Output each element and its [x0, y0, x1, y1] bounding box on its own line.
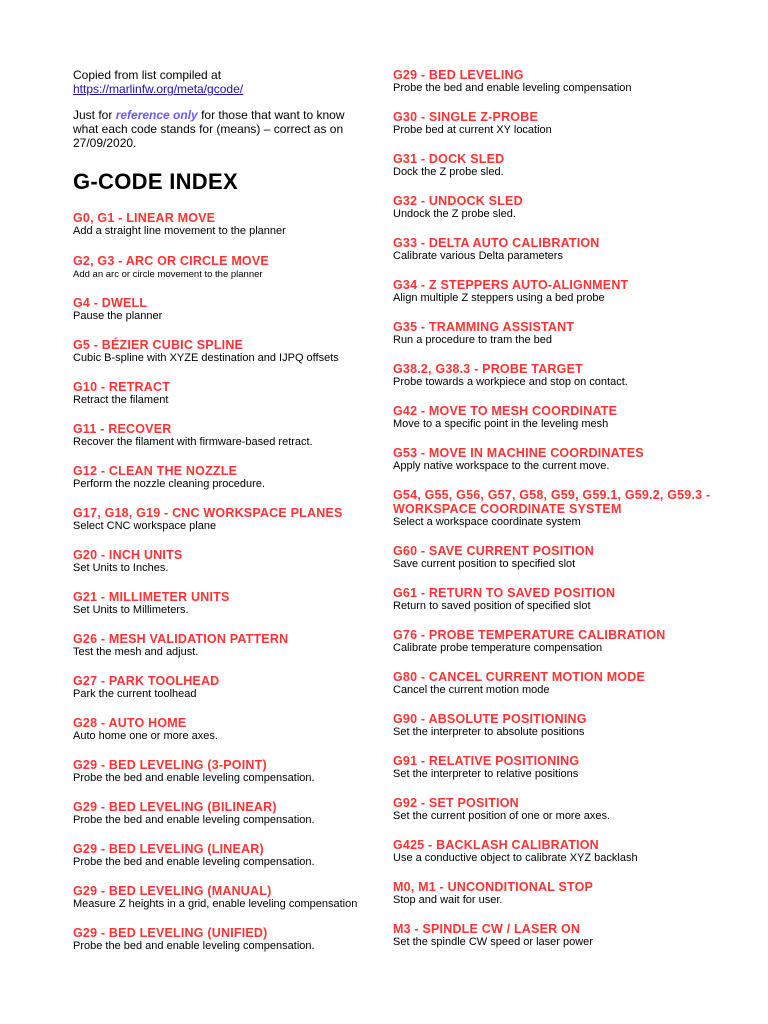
gcode-entry-description: Perform the nozzle cleaning procedure.: [73, 478, 265, 490]
gcode-entry-title: G92 - SET POSITION: [393, 796, 519, 810]
gcode-entry-description: Probe the bed and enable leveling compensation.: [73, 814, 315, 826]
gcode-entry-description: Park the current toolhead: [73, 688, 197, 700]
right-column: [393, 68, 763, 949]
gcode-entry-title: G31 - DOCK SLED: [393, 152, 505, 166]
gcode-entry-description: Select a workspace coordinate system: [393, 516, 581, 528]
gcode-entry-title: G60 - SAVE CURRENT POSITION: [393, 544, 595, 558]
intro-rest: for those that want to know what each code stands for (means) – correct as on 27/09/2020.: [73, 108, 345, 150]
gcode-entry: [393, 68, 763, 95]
gcode-entry: [73, 674, 373, 701]
intro-just-for: Just for: [73, 108, 116, 122]
gcode-entry: [393, 544, 763, 571]
gcode-entry-description: Retract the filament: [73, 394, 169, 406]
gcode-entry-description: Use a conductive object to calibrate XYZ backlash: [393, 852, 638, 864]
gcode-entry-description: Probe towards a workpiece and stop on contact.: [393, 376, 628, 388]
gcode-entry-title: G10 - RETRACT: [73, 380, 171, 394]
gcode-entry-title: G38.2, G38.3 - PROBE TARGET: [393, 362, 583, 376]
gcode-entry-description: Stop and wait for user.: [393, 894, 503, 906]
gcode-entry-description: Set Units to Millimeters.: [73, 604, 189, 616]
gcode-entry-description: Probe the bed and enable leveling compensation.: [73, 940, 315, 952]
gcode-entry: [393, 670, 763, 697]
gcode-entry-title: G29 - BED LEVELING (MANUAL): [73, 884, 272, 898]
gcode-entry-title: G33 - DELTA AUTO CALIBRATION: [393, 236, 600, 250]
gcode-entry-title: G28 - AUTO HOME: [73, 716, 187, 730]
gcode-entry-title: G34 - Z STEPPERS AUTO-ALIGNMENT: [393, 278, 629, 292]
gcode-entry: [73, 716, 373, 743]
gcode-entry-description: Undock the Z probe sled.: [393, 208, 516, 220]
gcode-entry: [73, 632, 373, 659]
gcode-entry: [73, 254, 373, 281]
gcode-entry: [393, 404, 763, 431]
gcode-entry-title: G27 - PARK TOOLHEAD: [73, 674, 220, 688]
gcode-entry-description: Set the spindle CW speed or laser power: [393, 936, 593, 948]
gcode-entry-description: Cubic B-spline with XYZE destination and IJPQ offsets: [73, 352, 339, 364]
gcode-entry-title: G90 - ABSOLUTE POSITIONING: [393, 712, 587, 726]
gcode-entry-title: M0, M1 - UNCONDITIONAL STOP: [393, 880, 594, 894]
gcode-entry-description: Save current position to specified slot: [393, 558, 576, 570]
gcode-entry-title: G76 - PROBE TEMPERATURE CALIBRATION: [393, 628, 666, 642]
gcode-entry: [73, 926, 373, 953]
source-link[interactable]: https://marlinfw.org/meta/gcode/: [73, 82, 244, 96]
gcode-entry: [393, 110, 763, 137]
gcode-entry: [393, 628, 763, 655]
gcode-entry: [393, 320, 763, 347]
gcode-entry-description: Apply native workspace to the current move.: [393, 460, 610, 472]
gcode-entry-description: Probe the bed and enable leveling compensation: [393, 82, 632, 94]
gcode-entry-title: G4 - DWELL: [73, 296, 148, 310]
right-entry-list: [393, 68, 763, 949]
gcode-entry-description: Set the interpreter to relative positions: [393, 768, 579, 780]
gcode-entry-description: Dock the Z probe sled.: [393, 166, 504, 178]
gcode-entry: [73, 422, 373, 449]
gcode-entry-title: G42 - MOVE TO MESH COORDINATE: [393, 404, 618, 418]
gcode-entry-description: Measure Z heights in a grid, enable leveling compensation: [73, 898, 358, 910]
gcode-entry-description: Auto home one or more axes.: [73, 730, 218, 742]
intro-copied-line: Copied from list compiled at: [73, 68, 222, 82]
gcode-entry-description: Probe the bed and enable leveling compensation.: [73, 856, 315, 868]
gcode-entry: [73, 842, 373, 869]
gcode-entry-description: Run a procedure to tram the bed: [393, 334, 552, 346]
intro-note: [73, 108, 373, 150]
reference-only-emphasis: reference only: [115, 108, 198, 122]
gcode-entry-description: Calibrate various Delta parameters: [393, 250, 563, 262]
gcode-entry: [73, 800, 373, 827]
gcode-entry-title: G2, G3 - ARC OR CIRCLE MOVE: [73, 254, 269, 268]
gcode-entry-title: G0, G1 - LINEAR MOVE: [73, 211, 216, 225]
gcode-entry: [73, 338, 373, 365]
gcode-entry-description: Set Units to Inches.: [73, 562, 169, 574]
gcode-entry-title: G26 - MESH VALIDATION PATTERN: [73, 632, 289, 646]
gcode-entry-description: Set the current position of one or more axes.: [393, 810, 611, 822]
gcode-entry-title: G29 - BED LEVELING (3-POINT): [73, 758, 267, 772]
gcode-entry-description: Calibrate probe temperature compensation: [393, 642, 603, 654]
gcode-entry: [393, 488, 763, 529]
gcode-entry: [393, 754, 763, 781]
gcode-entry: [73, 211, 373, 238]
gcode-entry-title: G30 - SINGLE Z-PROBE: [393, 110, 538, 124]
gcode-entry: [393, 796, 763, 823]
gcode-entry: [73, 506, 373, 533]
left-column: [73, 68, 373, 953]
gcode-entry-title: G29 - BED LEVELING (UNIFIED): [73, 926, 268, 940]
gcode-entry-description: Probe the bed and enable leveling compensation.: [73, 772, 315, 784]
left-entry-list: [73, 211, 373, 953]
gcode-entry-title: G17, G18, G19 - CNC WORKSPACE PLANES: [73, 506, 343, 520]
gcode-entry-description: Probe bed at current XY location: [393, 124, 552, 136]
gcode-entry-description: Set the interpreter to absolute positions: [393, 726, 585, 738]
gcode-entry: [73, 590, 373, 617]
gcode-entry-description: Test the mesh and adjust.: [73, 646, 199, 658]
gcode-entry-title: G91 - RELATIVE POSITIONING: [393, 754, 580, 768]
page-title: G-CODE INDEX: [73, 169, 238, 194]
gcode-entry-title: G29 - BED LEVELING (BILINEAR): [73, 800, 277, 814]
gcode-entry-title: G29 - BED LEVELING: [393, 68, 524, 82]
gcode-entry: [393, 712, 763, 739]
gcode-entry: [393, 838, 763, 865]
gcode-entry-description: Recover the filament with firmware-based retract.: [73, 436, 313, 448]
gcode-entry-title: G61 - RETURN TO SAVED POSITION: [393, 586, 616, 600]
gcode-entry-title: G21 - MILLIMETER UNITS: [73, 590, 230, 604]
gcode-entry-description: Add an arc or circle movement to the planner: [73, 269, 263, 280]
gcode-entry: [73, 884, 373, 911]
gcode-entry-title: G32 - UNDOCK SLED: [393, 194, 523, 208]
gcode-entry: [393, 236, 763, 263]
gcode-entry: [73, 758, 373, 785]
gcode-entry: [73, 296, 373, 323]
gcode-entry-title: G425 - BACKLASH CALIBRATION: [393, 838, 599, 852]
gcode-entry-description: Return to saved position of specified slot: [393, 600, 591, 612]
gcode-entry: [393, 278, 763, 305]
gcode-entry: [73, 548, 373, 575]
gcode-entry-title: G11 - RECOVER: [73, 422, 172, 436]
gcode-entry-title: G35 - TRAMMING ASSISTANT: [393, 320, 575, 334]
gcode-entry: [73, 464, 373, 491]
gcode-entry-title: G54, G55, G56, G57, G58, G59, G59.1, G59.2, G59.3 - WORKSPACE COORDINATE SYSTEM: [393, 488, 711, 516]
gcode-entry-title: G5 - BÉZIER CUBIC SPLINE: [73, 338, 244, 352]
gcode-entry-description: Pause the planner: [73, 310, 163, 322]
gcode-entry-title: G20 - INCH UNITS: [73, 548, 183, 562]
gcode-entry-description: Move to a specific point in the leveling mesh: [393, 418, 609, 430]
gcode-entry: [73, 380, 373, 407]
gcode-entry-description: Select CNC workspace plane: [73, 520, 217, 532]
intro: [73, 68, 373, 150]
gcode-entry-title: G80 - CANCEL CURRENT MOTION MODE: [393, 670, 646, 684]
gcode-entry-description: Align multiple Z steppers using a bed probe: [393, 292, 605, 304]
gcode-entry-title: M3 - SPINDLE CW / LASER ON: [393, 922, 581, 936]
gcode-entry: [393, 446, 763, 473]
gcode-entry-title: G53 - MOVE IN MACHINE COORDINATES: [393, 446, 644, 460]
gcode-entry-title: G29 - BED LEVELING (LINEAR): [73, 842, 264, 856]
gcode-entry: [393, 152, 763, 179]
gcode-entry: [393, 362, 763, 389]
gcode-entry: [393, 922, 763, 949]
gcode-entry: [393, 880, 763, 907]
gcode-entry: [393, 586, 763, 613]
gcode-entry-description: Add a straight line movement to the planner: [73, 225, 286, 237]
gcode-entry-title: G12 - CLEAN THE NOZZLE: [73, 464, 238, 478]
gcode-entry: [393, 194, 763, 221]
gcode-entry-description: Cancel the current motion mode: [393, 684, 550, 696]
